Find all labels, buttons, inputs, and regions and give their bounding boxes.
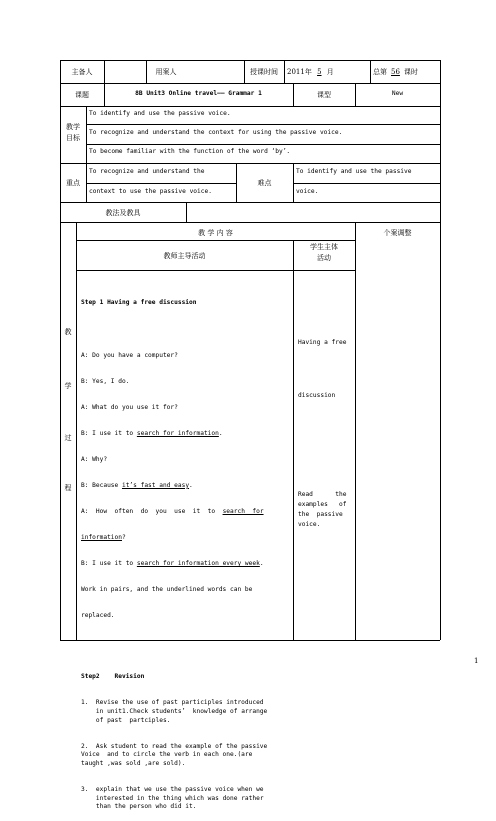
process-char: 程 — [64, 484, 72, 492]
rule — [60, 163, 440, 164]
rule — [60, 202, 440, 203]
month: 5 — [317, 68, 322, 76]
rule — [60, 222, 440, 223]
key-points-label: 重点 — [66, 179, 80, 187]
objectives-label-1: 教学 — [66, 123, 80, 131]
objective-item: To identify and use the passive voice. — [89, 110, 231, 117]
student-activity-label-1: 学生主体 — [310, 243, 338, 251]
student-activity-label-2: 活动 — [317, 253, 331, 262]
rule-left — [60, 60, 61, 640]
step2-item: 2. Ask student to read the example of the passive Voice and to circle the verb in each one.(are taught ,was sold ,are sold). — [81, 742, 268, 767]
rule-right — [440, 60, 441, 640]
page-number: 1 — [474, 657, 479, 665]
dialog-line: A: How often do you use it to search for — [81, 507, 264, 515]
rule — [86, 183, 236, 184]
rule — [76, 222, 77, 640]
step1-title: Step 1 Having a free discussion — [81, 299, 197, 307]
rule — [86, 124, 440, 125]
teacher-activity-body — [81, 282, 291, 821]
dialog-line: B: Yes, I do. — [81, 377, 130, 385]
rule — [355, 222, 356, 640]
lesson-suffix: 课时 — [403, 68, 418, 76]
lesson-number: 56 — [391, 68, 400, 76]
difficult-point-line: voice. — [296, 188, 319, 195]
rule — [293, 183, 440, 184]
pairs-note: Work in pairs, and the underlined words can be — [81, 585, 253, 593]
process-char: 过 — [64, 434, 72, 442]
teach-time-label: 授课时间 — [250, 68, 278, 76]
dialog-line: B: Because it’s fast and easy. — [81, 481, 193, 489]
rule — [186, 202, 187, 222]
difficult-point-line: To identify and use the passive — [296, 168, 412, 175]
rule — [76, 240, 355, 241]
lesson-prefix: 总第 — [373, 68, 387, 76]
type-label: 课型 — [317, 91, 331, 99]
objectives-label — [60, 122, 86, 143]
dialog-line: information? — [81, 533, 126, 541]
adjust-label: 个案调整 — [383, 229, 412, 237]
dialog-line: A: What do you use it for? — [81, 403, 178, 411]
objective-item: To become familiar with the function of the word ‘by’. — [89, 148, 291, 155]
rule — [60, 83, 440, 84]
rule — [293, 240, 294, 640]
student-activity-2: Read the examples of the passive voice. — [298, 491, 347, 528]
rule — [86, 106, 87, 202]
step2-title: Step2 Revision — [81, 673, 145, 681]
rule — [86, 144, 440, 145]
year-suffix: 年 — [304, 68, 312, 76]
student-activity-line: Having a free — [298, 339, 347, 347]
user-label: 用案人 — [155, 68, 177, 76]
step2-item: 3. explain that we use the passive voice when we interested in the thing which was done rather than the person who did it. — [81, 785, 264, 811]
pairs-note: replaced. — [81, 611, 115, 619]
student-activity-1 — [298, 322, 353, 409]
process-char: 学 — [64, 382, 72, 390]
topic-label: 课题 — [75, 91, 89, 99]
topic-value: 8B Unit3 Online travel—— Grammar 1 — [135, 90, 262, 97]
teacher-activity-label: 教师主导活动 — [163, 252, 206, 260]
year: 2011 — [287, 68, 305, 76]
student-activity-line: discussion — [298, 391, 336, 399]
dialog-line: A: Do you have a computer? — [81, 351, 178, 359]
rule — [60, 106, 440, 107]
process-char: 教 — [64, 328, 72, 336]
method-label: 教法及教具 — [105, 209, 141, 217]
key-point-line: To recognize and understand the — [89, 168, 205, 175]
rule — [76, 270, 355, 271]
content-title: 教 学 内 容 — [198, 229, 233, 237]
rule — [284, 60, 285, 83]
objective-item: To recognize and understand the context for using the passive voice. — [89, 129, 343, 136]
month-suffix: 月 — [326, 68, 334, 76]
rule — [104, 60, 105, 83]
difficult-points-label: 难点 — [257, 179, 272, 187]
student-activity-label — [293, 242, 355, 263]
rule — [293, 163, 294, 202]
dialog-line: A: Why? — [81, 455, 108, 463]
lesson-count — [373, 67, 439, 77]
key-point-line: context to use the passive voice. — [89, 188, 212, 195]
teach-time-value — [287, 67, 369, 77]
objectives-label-2: 目标 — [66, 133, 80, 142]
dialog-line: B: I use it to search for information every week. — [81, 559, 264, 567]
rule-top — [60, 60, 440, 61]
type-value: New — [391, 90, 404, 97]
dialog-line: B: I use it to search for information. — [81, 429, 223, 437]
prep-person-label: 主备人 — [71, 68, 93, 76]
rule — [370, 60, 371, 83]
step2-item: 1. Revise the use of past participles introduced in unit1.Check students’ knowledge of arrange of past partciples. — [81, 699, 268, 724]
